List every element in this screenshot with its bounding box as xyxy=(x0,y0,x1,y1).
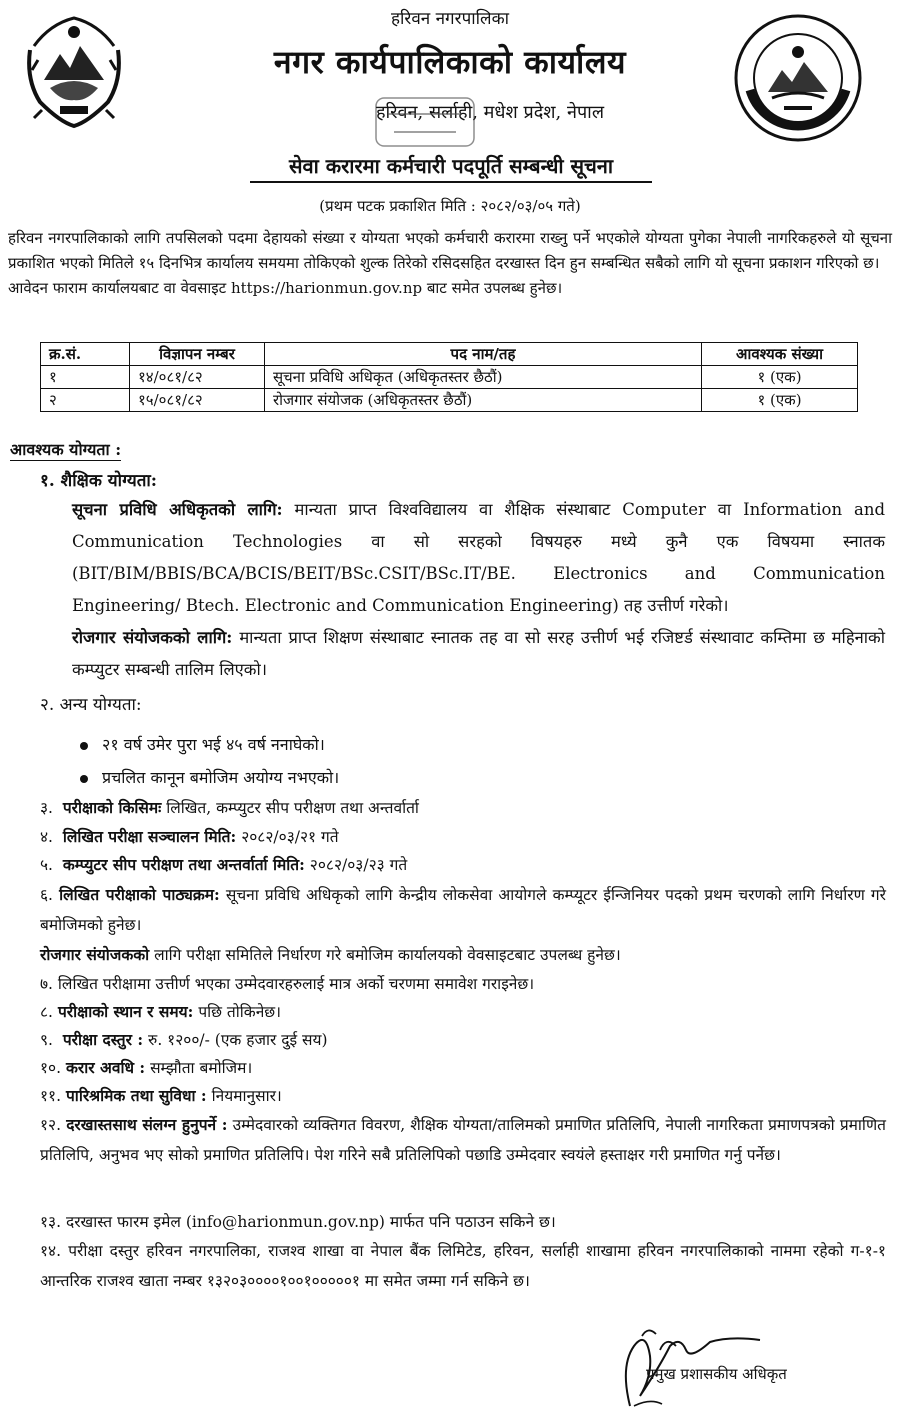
item-text: रु. १२००/- (एक हजार दुई सय) xyxy=(148,1031,328,1049)
list-item-text: २१ वर्ष उमेर पुरा भई ४५ वर्ष ननाघेको। xyxy=(102,735,325,754)
col-header-count: आवश्यक संख्या xyxy=(702,343,858,366)
col-header-ad-no: विज्ञापन नम्बर xyxy=(130,343,265,366)
item-label: कम्प्युटर सीप परीक्षण तथा अन्तर्वार्ता मिति: xyxy=(62,855,305,874)
it-officer-text: मान्यता प्राप्त विश्वविद्यालय वा शैक्षिक संस्थाबाट Computer वा Information and Communication Technologies वा सो सरहको विषयहरु मध्ये कुनै एक विषयमा स्नातक (BIT/BIM/BBIS/BCA/BCIS/BEIT/BSc.CSIT/BSc.IT/BE. Electronics and Communication Engineering/ Btech. Electronic and Communication Engineering) तह उत्तीर्ण गरेको। xyxy=(72,500,886,615)
item-text: नियमानुसार। xyxy=(211,1087,282,1105)
cell-count: १ (एक) xyxy=(702,389,858,412)
it-officer-qualification xyxy=(72,494,885,686)
cell-ad-no: १५/०८१/८२ xyxy=(130,389,265,412)
item-number: ५. xyxy=(40,856,53,874)
form-availability-line: आवेदन फाराम कार्यालयबाट वा वेवसाइट https://harionmun.gov.np बाट समेत उपलब्ध हुनेछ। xyxy=(8,279,563,297)
item-number: ३. xyxy=(40,799,53,817)
item-6 xyxy=(40,880,886,970)
item-7: ७. लिखित परीक्षामा उत्तीर्ण भएका उम्मेदवारहरुलाई मात्र अर्को चरणमा समावेश गराइनेछ। xyxy=(40,975,535,993)
item-label: लिखित परीक्षाको पाठ्यक्रम: xyxy=(59,885,220,904)
item-text: पछि तोकिनेछ। xyxy=(198,1003,282,1021)
item-text: लागि परीक्षा समितिले निर्धारण गरे बमोजिम कार्यालयको वेवसाइटबाट उपलब्ध हुनेछ। xyxy=(154,946,621,964)
item-9 xyxy=(40,1028,328,1050)
item-12 xyxy=(40,1110,886,1170)
intro-paragraph: हरिवन नगरपालिकाको लागि तपसिलको पदमा देहायको संख्या र योग्यता भएको कर्मचारी करारमा राख्नु पर्ने भएकोले योग्यता पुगेका नेपाली नागरिकहरुले यो सूचना प्रकाशित भएको मितिले १५ दिनभित्र कार्यालय समयमा तोकिएको शुल्क तिरेको रसिदसहित दरखास्त दिन हुन सम्बन्धित सबैको लागि यो सूचना प्रकाशन गरिएको छ। xyxy=(8,229,892,272)
municipality-name: हरिवन नगरपालिका xyxy=(390,9,510,29)
cell-sn: १ xyxy=(41,366,130,389)
item-number: ९. xyxy=(40,1031,53,1049)
item-label: परीक्षा दस्तुर : xyxy=(62,1030,144,1049)
education-heading: १. शैक्षिक योग्यता: xyxy=(40,471,158,491)
item-4 xyxy=(40,825,339,847)
item-text: २०८२/०३/२३ गते xyxy=(309,856,408,874)
item-number: १२. xyxy=(40,1116,62,1134)
signature-icon xyxy=(590,1306,790,1416)
vacancy-table xyxy=(40,342,858,412)
item-text: सूचना प्रविधि अधिकृको लागि केन्द्रीय लोकसेवा आयोगले कम्प्यूटर ईन्जिनियर पदको प्रथम चरणको लागि निर्धारण गरे बमोजिमको हुनेछ। xyxy=(40,886,886,934)
item-10 xyxy=(40,1056,252,1078)
item-text: २०८२/०३/२१ गते xyxy=(241,828,339,846)
employment-coordinator-text: मान्यता प्राप्त शिक्षण संस्थाबाट स्नातक तह वा सो सरह उत्तीर्ण भई रजिष्टर्ड संस्थावाट कम्तिमा छ महिनाको कम्प्युटर सम्बन्धी तालिम लिएको। xyxy=(72,628,885,679)
office-stamp-icon xyxy=(370,92,480,152)
qualification-heading: आवश्यक योग्यता : xyxy=(10,440,122,459)
item-label: दरखास्तसाथ संलग्न हुनुपर्ने : xyxy=(66,1115,228,1134)
cell-post: रोजगार संयोजक (अधिकृतस्तर छैठौं) xyxy=(265,389,702,412)
item-14: १४. परीक्षा दस्तुर हरिवन नगरपालिका, राजश्व शाखा वा नेपाल बैंक लिमिटेड, हरिवन, सर्लाही शाखामा हरिवन नगरपालिकाको नाममा रहेको ग-१-१ आन्तरिक राजश्व खाता नम्बर १३२०३००००१००१०००००१ मा समेत जम्मा गर्न सकिने छ। xyxy=(40,1242,886,1290)
cell-count: १ (एक) xyxy=(702,366,858,389)
item-5 xyxy=(40,853,407,875)
other-qualification-heading: २. अन्य योग्यता: xyxy=(40,695,142,715)
bullet-icon xyxy=(80,742,88,750)
item-3 xyxy=(40,796,419,818)
item-label: पारिश्रमिक तथा सुविधा : xyxy=(66,1086,207,1105)
item-text: सम्झौता बमोजिम। xyxy=(150,1059,253,1077)
office-name: नगर कार्यपालिकाको कार्यालय xyxy=(273,43,627,81)
item-11 xyxy=(40,1084,282,1106)
employment-coordinator-label: रोजगार संयोजकको लागि: xyxy=(72,628,233,647)
item-text: लिखित, कम्प्युटर सीप परीक्षण तथा अन्तर्वार्ता xyxy=(166,799,419,817)
item-label: परीक्षाको स्थान र समय: xyxy=(57,1002,194,1021)
item-label: रोजगार संयोजकको xyxy=(40,945,150,964)
item-number: ६. xyxy=(40,886,53,904)
item-text: उम्मेदवारको व्यक्तिगत विवरण, शैक्षिक योग्यता/तालिमको प्रमाणित प्रतिलिपि, नेपाली नागरिकता प्रमाणपत्रको प्रमाणित प्रतिलिपि, अनुभव भए सोको प्रमाणित प्रतिलिपि। पेश गरिने सबै प्रतिलिपिको पछाडि उम्मेदवार स्वयंले हस्ताक्षर गरी प्रमाणित गर्नु पर्नेछ। xyxy=(40,1116,886,1164)
item-number: ४. xyxy=(40,828,53,846)
item-number: १०. xyxy=(40,1059,62,1077)
notice-title: सेवा करारमा कर्मचारी पदपूर्ति सम्बन्धी सूचना xyxy=(250,152,652,183)
list-item xyxy=(80,766,339,788)
item-8 xyxy=(40,1000,281,1022)
office-address: हरिवन, सर्लाही, मधेश प्रदेश, नेपाल xyxy=(375,102,605,123)
signatory-title: प्रमुख प्रशासकीय अधिकृत xyxy=(646,1365,787,1383)
cell-ad-no: १४/०८१/८२ xyxy=(130,366,265,389)
cell-post: सूचना प्रविधि अधिकृत (अधिकृतस्तर छैठौं) xyxy=(265,366,702,389)
intro-section xyxy=(8,226,892,301)
item-label: परीक्षाको किसिमः xyxy=(62,798,162,817)
publish-date: (प्रथम पटक प्रकाशित मिति : २०८२/०३/०५ गते) xyxy=(319,197,581,215)
item-13: १३. दरखास्त फारम इमेल (info@harionmun.gov.np) मार्फत पनि पठाउन सकिने छ। xyxy=(40,1213,556,1231)
bullet-icon xyxy=(80,775,88,783)
item-number: ११. xyxy=(40,1087,62,1105)
it-officer-label: सूचना प्रविधि अधिकृतको लागि: xyxy=(72,500,283,519)
item-number: ८. xyxy=(40,1003,53,1021)
cell-sn: २ xyxy=(41,389,130,412)
item-label: करार अवधि : xyxy=(66,1058,146,1077)
col-header-post: पद नाम/तह xyxy=(265,343,702,366)
table-header-row xyxy=(41,343,858,366)
item-label: लिखित परीक्षा सञ्चालन मिति: xyxy=(62,827,237,846)
table-row xyxy=(41,389,858,412)
list-item xyxy=(80,733,325,755)
list-item-text: प्रचलित कानून बमोजिम अयोग्य नभएको। xyxy=(102,768,340,787)
col-header-sn: क्र.सं. xyxy=(41,343,130,366)
table-row xyxy=(41,366,858,389)
